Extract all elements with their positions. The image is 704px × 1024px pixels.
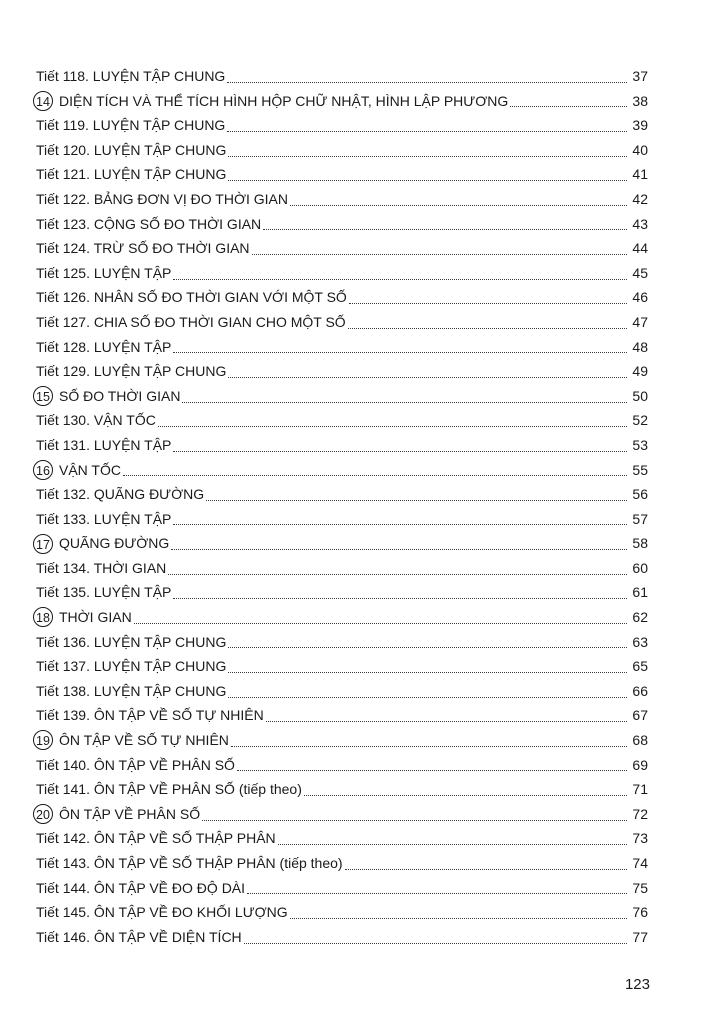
dot-leader xyxy=(266,721,627,722)
toc-entry-title: Tiết 145. ÔN TẬP VỀ ĐO KHỐI LƯỢNG xyxy=(36,904,288,921)
toc-entry-page: 61 xyxy=(632,584,648,601)
chapter-number-badge: 17 xyxy=(33,534,53,554)
dot-leader xyxy=(227,131,627,132)
chapter-number-badge: 19 xyxy=(33,730,53,750)
toc-lesson-entry[interactable] xyxy=(36,630,648,655)
toc-entry-page: 65 xyxy=(632,658,648,675)
dot-leader xyxy=(278,844,627,845)
toc-chapter-entry[interactable] xyxy=(36,531,648,556)
toc-lesson-entry[interactable] xyxy=(36,826,648,851)
toc-entry-title: Tiết 124. TRỪ SỐ ĐO THỜI GIAN xyxy=(36,240,250,257)
toc-entry-page: 67 xyxy=(632,707,648,724)
dot-leader xyxy=(123,475,627,476)
toc-entry-page: 66 xyxy=(632,682,648,699)
toc-entry-page: 69 xyxy=(632,756,648,773)
toc-entry-title: Tiết 135. LUYỆN TẬP xyxy=(36,584,172,601)
toc-lesson-entry[interactable] xyxy=(36,359,648,384)
chapter-number-badge: 20 xyxy=(33,804,53,824)
toc-entry-title: Tiết 125. LUYỆN TẬP xyxy=(36,264,172,281)
dot-leader xyxy=(244,943,627,944)
toc-lesson-entry[interactable] xyxy=(36,482,648,507)
toc-entry-title: Tiết 131. LUYỆN TẬP xyxy=(36,436,172,453)
toc-lesson-entry[interactable] xyxy=(36,580,648,605)
dot-leader xyxy=(345,869,627,870)
toc-entry-title: Tiết 139. ÔN TẬP VỀ SỐ TỰ NHIÊN xyxy=(36,707,264,724)
toc-lesson-entry[interactable] xyxy=(36,113,648,138)
dot-leader xyxy=(158,426,627,427)
dot-leader xyxy=(173,451,627,452)
table-of-contents xyxy=(36,64,648,949)
toc-entry-title: Tiết 132. QUÃNG ĐƯỜNG xyxy=(36,486,205,503)
toc-lesson-entry[interactable] xyxy=(36,335,648,360)
toc-lesson-entry[interactable] xyxy=(36,703,648,728)
dot-leader xyxy=(228,180,627,181)
toc-entry-title: Tiết 120. LUYỆN TẬP CHUNG xyxy=(36,141,227,158)
toc-entry-title: Tiết 143. ÔN TẬP VỀ SỐ THẬP PHÂN (tiếp theo) xyxy=(36,855,343,871)
toc-entry-page: 37 xyxy=(632,68,648,84)
toc-entry-title: Tiết 118. LUYỆN TẬP CHUNG xyxy=(36,68,226,84)
toc-entry-page: 38 xyxy=(632,92,648,109)
toc-entry-title: DIỆN TÍCH VÀ THỂ TÍCH HÌNH HỘP CHỮ NHẬT, HÌNH LẬP PHƯƠNG xyxy=(59,92,509,109)
toc-entry-page: 53 xyxy=(632,436,648,453)
toc-entry-title: Tiết 141. ÔN TẬP VỀ PHÂN SỐ (tiếp theo) xyxy=(36,781,302,798)
chapter-number-badge: 15 xyxy=(33,386,53,406)
toc-entry-title: Tiết 134. THỜI GIAN xyxy=(36,559,167,576)
toc-entry-page: 58 xyxy=(632,535,648,552)
toc-entry-title: Tiết 122. BẢNG ĐƠN VỊ ĐO THỜI GIAN xyxy=(36,190,288,207)
toc-entry-title: Tiết 146. ÔN TẬP VỀ DIỆN TÍCH xyxy=(36,928,242,945)
toc-entry-title: Tiết 138. LUYỆN TẬP CHUNG xyxy=(36,682,227,699)
dot-leader xyxy=(173,279,627,280)
toc-entry-page: 50 xyxy=(632,387,648,404)
toc-entry-title: Tiết 130. VẬN TỐC xyxy=(36,412,156,429)
toc-chapter-entry[interactable] xyxy=(36,458,648,483)
dot-leader xyxy=(168,574,627,575)
toc-entry-page: 52 xyxy=(632,412,648,429)
toc-lesson-entry[interactable] xyxy=(36,285,648,310)
toc-lesson-entry[interactable] xyxy=(36,138,648,163)
dot-leader xyxy=(182,402,627,403)
dot-leader xyxy=(290,918,627,919)
toc-lesson-entry[interactable] xyxy=(36,507,648,532)
dot-leader xyxy=(348,328,627,329)
toc-lesson-entry[interactable] xyxy=(36,777,648,802)
chapter-number-badge: 18 xyxy=(33,607,53,627)
toc-entry-title: Tiết 128. LUYỆN TẬP xyxy=(36,338,172,355)
dot-leader xyxy=(173,524,627,525)
toc-entry-title: Tiết 142. ÔN TẬP VỀ SỐ THẬP PHÂN xyxy=(36,830,276,847)
toc-lesson-entry[interactable] xyxy=(36,851,648,876)
toc-entry-title: Tiết 121. LUYỆN TẬP CHUNG xyxy=(36,166,227,183)
toc-entry-page: 76 xyxy=(632,904,648,921)
toc-entry-page: 44 xyxy=(632,240,648,257)
toc-lesson-entry[interactable] xyxy=(36,187,648,212)
toc-entry-title: VẬN TỐC xyxy=(59,461,121,478)
toc-entry-page: 63 xyxy=(632,633,648,650)
toc-entry-page: 39 xyxy=(632,117,648,134)
dot-leader xyxy=(206,500,627,501)
toc-entry-title: Tiết 126. NHÂN SỐ ĐO THỜI GIAN VỚI MỘT SỐ xyxy=(36,289,347,306)
toc-chapter-entry[interactable] xyxy=(36,728,648,753)
dot-leader xyxy=(510,106,627,107)
toc-entry-title: Tiết 127. CHIA SỐ ĐO THỜI GIAN CHO MỘT SỐ xyxy=(36,313,346,330)
dot-leader xyxy=(228,647,627,648)
toc-entry-page: 62 xyxy=(632,609,648,626)
toc-chapter-entry[interactable] xyxy=(36,89,648,114)
toc-entry-page: 45 xyxy=(632,264,648,281)
dot-leader xyxy=(304,795,627,796)
toc-entry-title: Tiết 123. CỘNG SỐ ĐO THỜI GIAN xyxy=(36,215,262,232)
toc-entry-page: 72 xyxy=(632,805,648,822)
dot-leader xyxy=(227,82,627,83)
toc-entry-page: 56 xyxy=(632,486,648,503)
toc-entry-title: Tiết 133. LUYỆN TẬP xyxy=(36,510,172,527)
dot-leader xyxy=(228,697,627,698)
toc-entry-page: 48 xyxy=(632,338,648,355)
toc-entry-page: 68 xyxy=(632,732,648,749)
dot-leader xyxy=(252,254,627,255)
toc-lesson-entry[interactable] xyxy=(36,876,648,901)
toc-entry-page: 49 xyxy=(632,363,648,380)
toc-lesson-entry[interactable] xyxy=(36,753,648,778)
toc-lesson-entry[interactable] xyxy=(36,925,648,950)
dot-leader xyxy=(231,746,627,747)
dot-leader xyxy=(263,229,627,230)
toc-lesson-entry[interactable] xyxy=(36,310,648,335)
dot-leader xyxy=(247,893,627,894)
dot-leader xyxy=(228,377,627,378)
toc-entry-page: 55 xyxy=(632,461,648,478)
toc-entry-title: Tiết 140. ÔN TẬP VỀ PHÂN SỐ xyxy=(36,756,235,773)
toc-entry-page: 77 xyxy=(632,928,648,945)
page-number: 123 xyxy=(624,976,650,993)
toc-lesson-entry[interactable] xyxy=(36,261,648,286)
toc-entry-title: ÔN TẬP VỀ SỐ TỰ NHIÊN xyxy=(59,732,229,749)
toc-entry-title: SỐ ĐO THỜI GIAN xyxy=(59,387,181,404)
toc-lesson-entry[interactable] xyxy=(36,212,648,237)
dot-leader xyxy=(349,303,627,304)
toc-entry-page: 46 xyxy=(632,289,648,306)
toc-entry-page: 40 xyxy=(632,141,648,158)
chapter-number-badge: 16 xyxy=(33,460,53,480)
dot-leader xyxy=(228,156,627,157)
toc-lesson-entry[interactable] xyxy=(36,900,648,925)
toc-entry-page: 57 xyxy=(632,510,648,527)
dot-leader xyxy=(228,672,627,673)
toc-entry-page: 74 xyxy=(632,855,648,871)
toc-entry-page: 42 xyxy=(632,190,648,207)
toc-lesson-entry[interactable] xyxy=(36,408,648,433)
toc-lesson-entry[interactable] xyxy=(36,162,648,187)
toc-chapter-entry[interactable] xyxy=(36,802,648,827)
toc-entry-page: 47 xyxy=(632,313,648,330)
toc-entry-title: Tiết 136. LUYỆN TẬP CHUNG xyxy=(36,633,227,650)
dot-leader xyxy=(171,549,627,550)
toc-entry-title: THỜI GIAN xyxy=(59,609,132,626)
toc-entry-page: 73 xyxy=(632,830,648,847)
toc-lesson-entry[interactable] xyxy=(36,556,648,581)
toc-entry-page: 71 xyxy=(632,781,648,798)
toc-lesson-entry[interactable] xyxy=(36,679,648,704)
toc-entry-title: Tiết 137. LUYỆN TẬP CHUNG xyxy=(36,658,227,675)
toc-lesson-entry[interactable] xyxy=(36,654,648,679)
dot-leader xyxy=(134,623,627,624)
dot-leader xyxy=(237,770,627,771)
toc-entry-title: Tiết 144. ÔN TẬP VỀ ĐO ĐỘ DÀI xyxy=(36,879,246,896)
toc-entry-page: 60 xyxy=(632,559,648,576)
chapter-number-badge: 14 xyxy=(33,91,53,111)
toc-entry-page: 41 xyxy=(632,166,648,183)
dot-leader xyxy=(290,205,627,206)
toc-entry-title: Tiết 129. LUYỆN TẬP CHUNG xyxy=(36,363,227,380)
dot-leader xyxy=(173,598,627,599)
toc-entry-page: 43 xyxy=(632,215,648,232)
dot-leader xyxy=(173,352,627,353)
toc-entry-title: ÔN TẬP VỀ PHÂN SỐ xyxy=(59,805,201,822)
dot-leader xyxy=(202,820,627,821)
toc-lesson-entry[interactable] xyxy=(36,433,648,458)
toc-entry-title: Tiết 119. LUYỆN TẬP CHUNG xyxy=(36,117,226,134)
toc-lesson-entry[interactable] xyxy=(36,64,648,89)
toc-entry-page: 75 xyxy=(632,879,648,896)
toc-chapter-entry[interactable] xyxy=(36,384,648,409)
toc-chapter-entry[interactable] xyxy=(36,605,648,630)
toc-entry-title: QUÃNG ĐƯỜNG xyxy=(59,535,170,552)
toc-lesson-entry[interactable] xyxy=(36,236,648,261)
